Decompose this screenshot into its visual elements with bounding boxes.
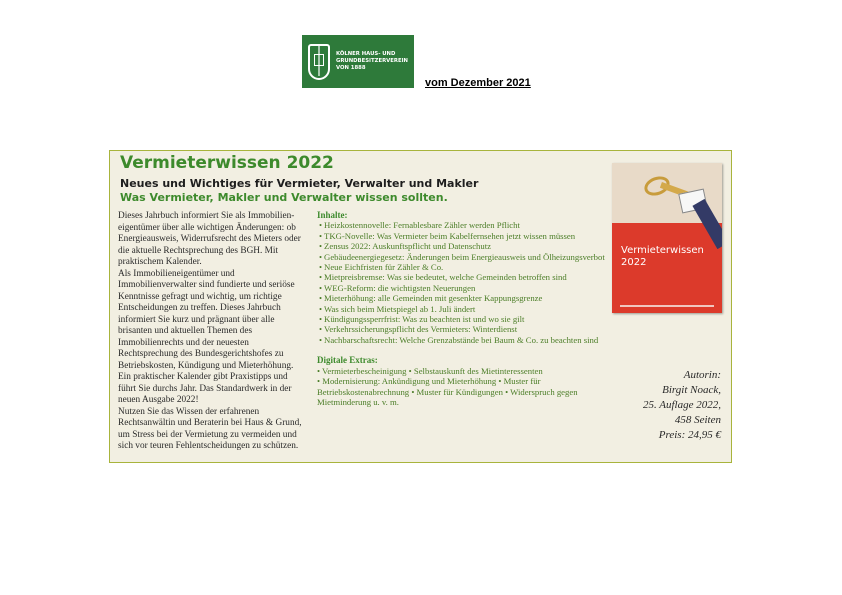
contents-item: • Kündigungssperrfrist: Was zu beachten ist und wo sie gilt	[317, 314, 607, 324]
logo-text: KÖLNER HAUS- UND GRUNDBESITZERVEREIN VON 1888	[336, 51, 408, 71]
contents-list	[317, 220, 607, 345]
contents-item: • Nachbarschaftsrecht: Welche Grenzabstände bei Baum & Co. zu beachten sind	[317, 335, 607, 345]
article-tagline: Was Vermieter, Makler und Verwalter wissen sollten.	[120, 191, 448, 204]
contents-item: • Gebäudeenergiegesetz: Änderungen beim Energieausweis und Ölheizungsverbot	[317, 252, 607, 262]
extras-section	[317, 355, 607, 407]
body-paragraph: Als Immobilieneigentümer und Immobilienverwalter sind fundierte und seriöse Kenntnisse gefragt und wichtig, um richtige Entscheidungen zu treffen. Dieses Jahrbuch informiert Sie kurz und prägnant über alle brisanten und aktuellen Themen des Immobilienrechts und der neuesten Rechtsprechung des Bundesgerichtshofes zu Betriebskosten, Kündigung und Mieterhöhung. Ein praktischer Kalender gibt Praxistipps und führt Sie durchs Jahr. Das Standardwerk in der neuen Ausgabe 2022!	[118, 268, 295, 405]
article-clipping	[109, 150, 732, 463]
article-subtitle: Neues und Wichtiges für Vermieter, Verwalter und Makler	[120, 177, 479, 190]
crest-icon	[308, 44, 330, 80]
extras-line: • Vermieterbescheinigung • Selbstauskunft des Mietinteressenten	[317, 365, 543, 376]
body-paragraph: Dieses Jahrbuch informiert Sie als Immobilien-eigentümer über alle wichtigen Änderungen: ob Energieausweis, Widerrufsrecht des Mieters oder die aktuelle Rechtsprechung des BGH. Mit praktischem Kalender.	[118, 211, 301, 267]
association-logo	[302, 35, 414, 88]
body-paragraph: Nutzen Sie das Wissen der erfahrenen Rechtsanwältin und Beraterin bei Haus & Grund, um Stress bei der Vermietung zu vermeiden und sich vor teuren Fehlentscheidungen zu schützen.	[118, 406, 302, 451]
contents-item: • Mietpreisbremse: Was sie bedeutet, welche Gemeinden betroffen sind	[317, 272, 607, 282]
contents-item: • Neue Eichfristen für Zähler & Co.	[317, 262, 607, 272]
cover-footer-line	[620, 305, 714, 307]
contents-item: • Heizkostennovelle: Fernablesbare Zähler werden Pflicht	[317, 220, 607, 230]
article-body	[118, 211, 308, 453]
contents-item: • Zensus 2022: Auskunftspflicht und Datenschutz	[317, 241, 607, 251]
contents-column	[317, 210, 607, 407]
author-info: Autorin: Birgit Noack, 25. Auflage 2022, 458 Seiten Preis: 24,95 €	[642, 369, 721, 441]
article-title: Vermieterwissen 2022	[120, 153, 334, 173]
contents-item: • Was sich beim Mietspiegel ab 1. Juli ändert	[317, 304, 607, 314]
book-cover-image	[612, 163, 722, 313]
extras-line: • Modernisierung: Ankündigung und Mieterhöhung • Muster für Betriebskostenabrechnung • Muster für Kündigungen • Widerspruch gegen Mietminderung u. v. m.	[317, 376, 578, 407]
date-line: vom Dezember 2021	[425, 77, 531, 89]
extras-label: Digitale Extras:	[317, 355, 378, 366]
contents-item: • TKG-Novelle: Was Vermieter beim Kabelfernsehen jetzt wissen müssen	[317, 231, 607, 241]
contents-item: • Verkehrssicherungspflicht des Vermieters: Winterdienst	[317, 324, 607, 334]
contents-item: • WEG-Reform: die wichtigsten Neuerungen	[317, 283, 607, 293]
contents-label: Inhalte:	[317, 210, 348, 220]
book-cover-title: Vermieterwissen 2022	[621, 245, 704, 268]
contents-item: • Mieterhöhung: alle Gemeinden mit gesenkter Kappungsgrenze	[317, 293, 607, 303]
